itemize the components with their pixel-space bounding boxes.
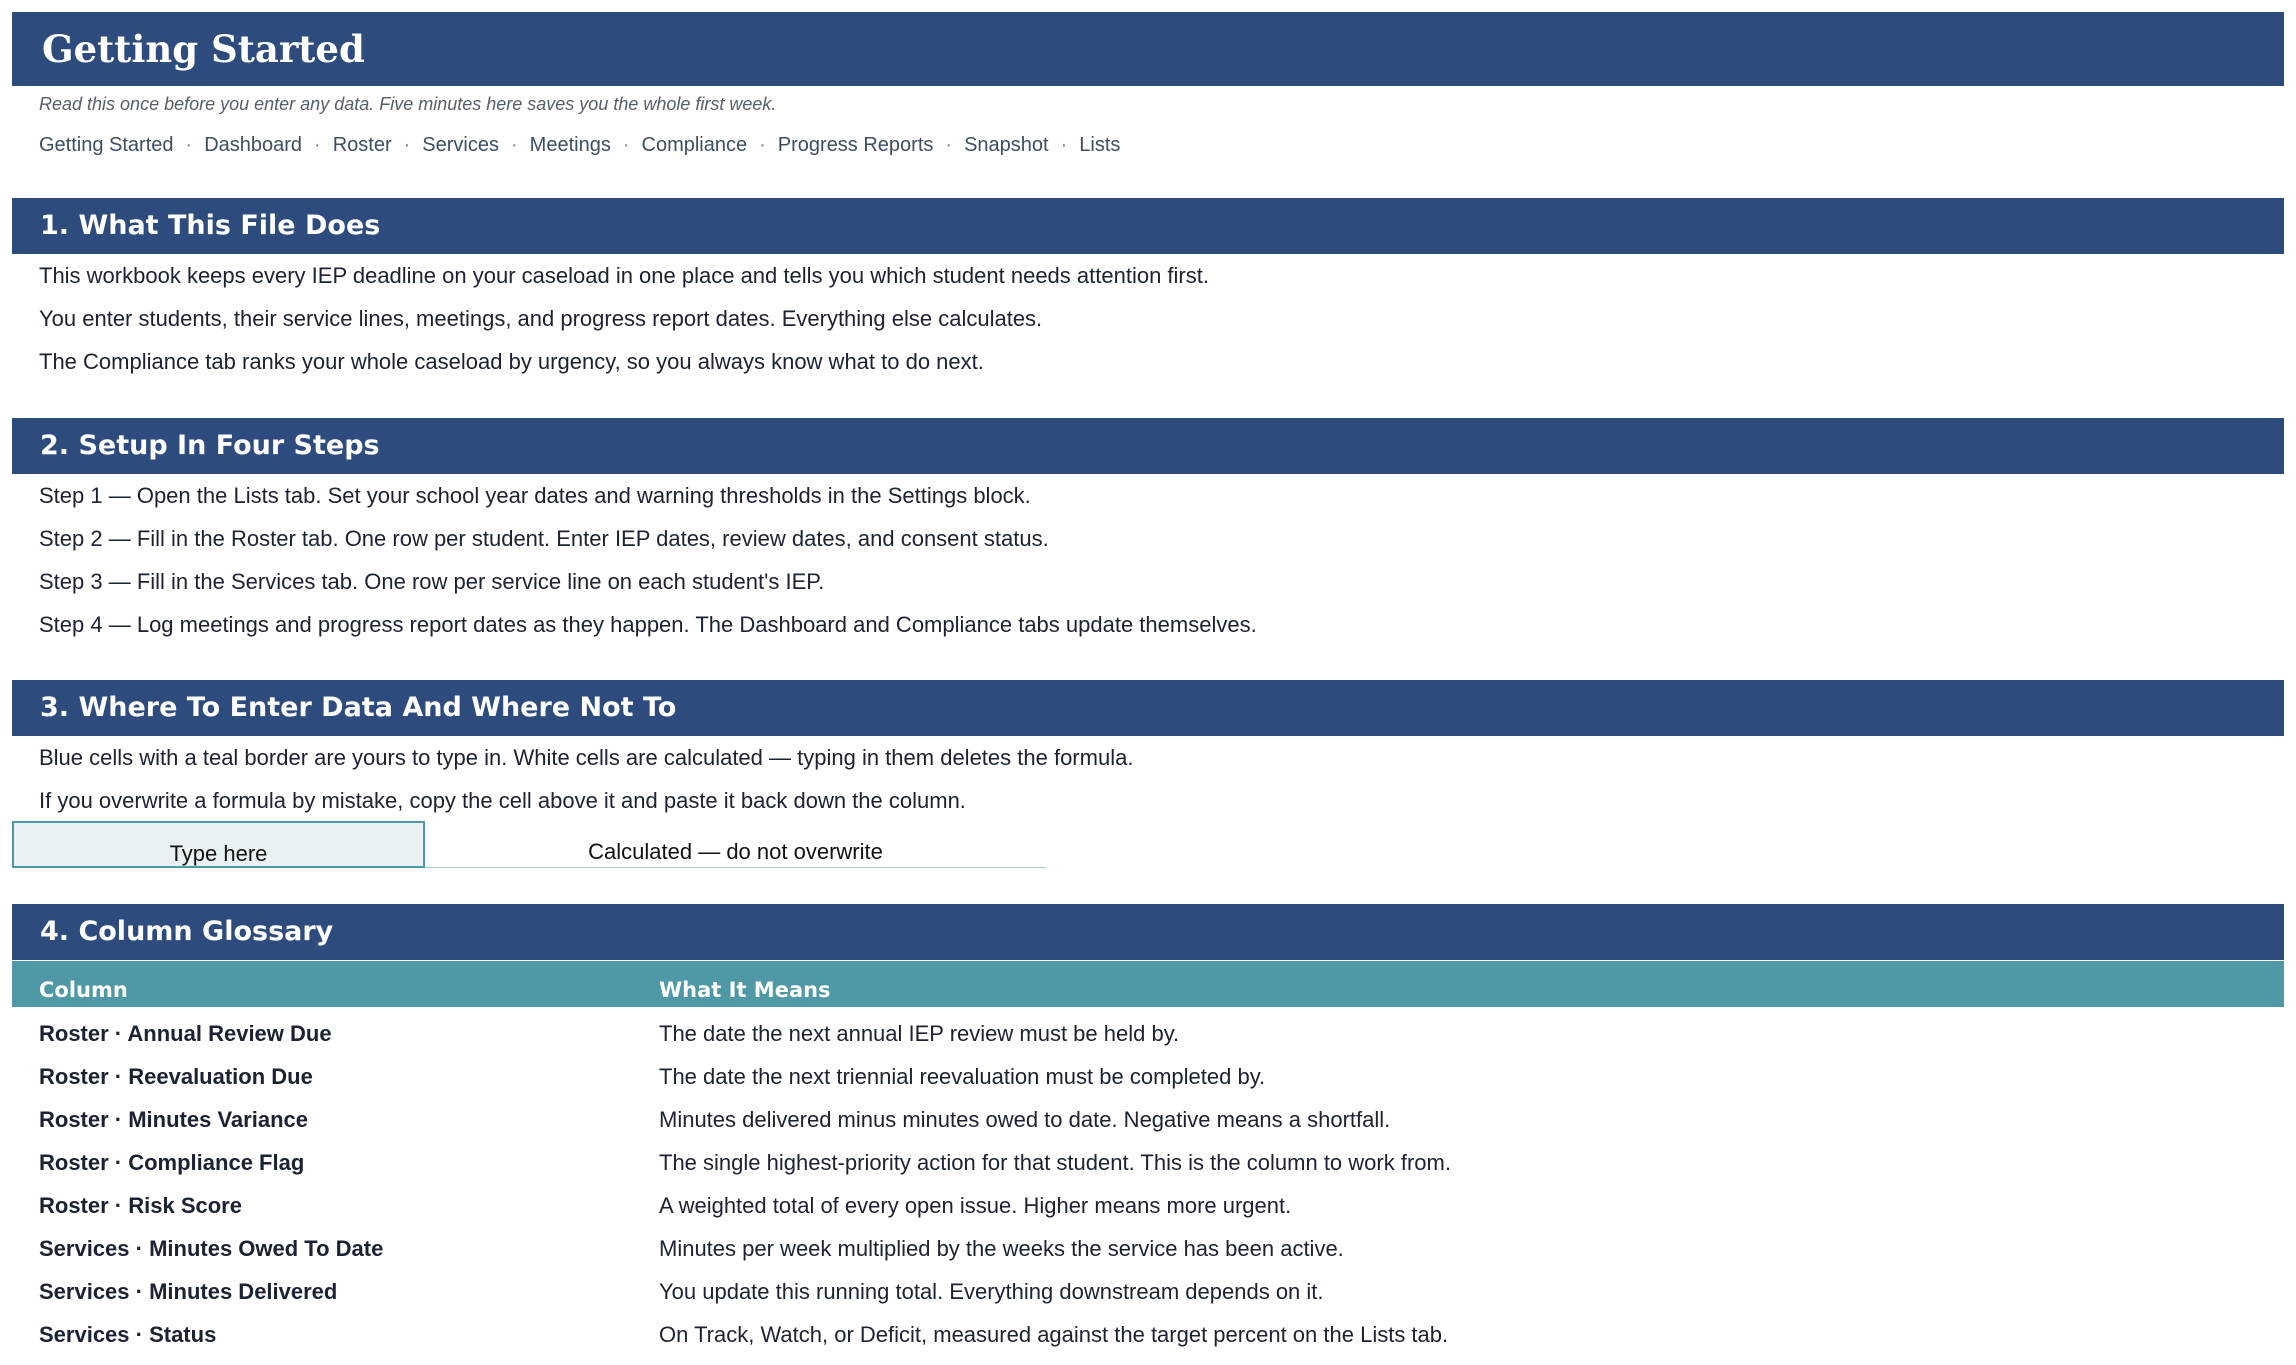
glossary-term: Roster · Reevaluation Due — [39, 1064, 313, 1089]
glossary-description: On Track, Watch, or Deficit, measured against the target percent on the Lists tab. — [659, 1322, 1449, 1347]
glossary-header-row — [12, 961, 2284, 1007]
nav-separator: · — [314, 134, 321, 156]
nav-separator: · — [403, 134, 411, 156]
nav-separator: · — [945, 134, 953, 156]
glossary-description: Minutes per week multiplied by the weeks the service has been active. — [659, 1236, 1344, 1261]
nav-link-dashboard[interactable]: Dashboard — [204, 134, 303, 156]
nav-separator: · — [511, 134, 518, 156]
glossary-term: Services · Status — [39, 1322, 217, 1347]
table-row — [0, 1064, 2296, 1107]
glossary-term: Services · Minutes Owed To Date — [39, 1236, 384, 1261]
nav-link-progress-reports[interactable]: Progress Reports — [777, 134, 934, 156]
sheet-subtitle: Read this once before you enter any data. Five minutes here saves you the whole first week. — [39, 94, 777, 114]
glossary-term: Roster · Compliance Flag — [39, 1150, 305, 1175]
section-header-what-this-file-does: 1. What This File Does — [12, 198, 2284, 254]
table-row — [0, 1150, 2296, 1193]
section-header-column-glossary: 4. Column Glossary — [12, 904, 2284, 960]
section-header-setup-steps: 2. Setup In Four Steps — [12, 418, 2284, 474]
nav-link-getting-started[interactable]: Getting Started — [39, 134, 174, 156]
glossary-description: The single highest-priority action for that student. This is the column to work from. — [659, 1150, 1451, 1175]
glossary-column-header: Column — [39, 978, 128, 1002]
nav-link-snapshot[interactable]: Snapshot — [964, 134, 1049, 156]
glossary-description: A weighted total of every open issue. Higher means more urgent. — [659, 1193, 1292, 1218]
sheet-title: Getting Started — [12, 12, 2284, 86]
table-row — [0, 1193, 2296, 1236]
section-text-line: If you overwrite a formula by mistake, copy the cell above it and paste it back down the column. — [39, 788, 966, 813]
setup-step-1: Step 1 — Open the Lists tab. Set your school year dates and warning thresholds in the Settings block. — [39, 483, 1031, 508]
nav-separator: · — [622, 134, 630, 156]
glossary-description: Minutes delivered minus minutes owed to date. Negative means a shortfall. — [659, 1107, 1391, 1132]
glossary-term: Roster · Annual Review Due — [39, 1021, 332, 1046]
legend-input-cell[interactable]: Type here — [12, 821, 425, 868]
nav-separator: · — [759, 134, 766, 156]
section-text-line: The Compliance tab ranks your whole caseload by urgency, so you always know what to do next. — [39, 349, 984, 374]
nav-link-services[interactable]: Services — [422, 134, 499, 156]
nav-link-roster[interactable]: Roster — [332, 134, 392, 156]
nav-separator: · — [1060, 134, 1068, 156]
glossary-term: Roster · Risk Score — [39, 1193, 242, 1218]
section-text-line: This workbook keeps every IEP deadline on your caseload in one place and tells you which student needs attention first. — [39, 263, 1209, 288]
glossary-meaning-header: What It Means — [659, 978, 831, 1002]
table-row — [0, 1107, 2296, 1150]
section-text-line: You enter students, their service lines, meetings, and progress report dates. Everything else calculates. — [39, 306, 1043, 331]
table-row — [0, 1279, 2296, 1322]
setup-step-2: Step 2 — Fill in the Roster tab. One row per student. Enter IEP dates, review dates, and consent status. — [39, 526, 1049, 551]
nav-link-lists[interactable]: Lists — [1079, 134, 1121, 156]
glossary-term: Services · Minutes Delivered — [39, 1279, 338, 1304]
nav-link-meetings[interactable]: Meetings — [529, 134, 611, 156]
table-row — [0, 1236, 2296, 1279]
glossary-description: The date the next annual IEP review must be held by. — [659, 1021, 1180, 1046]
table-row — [0, 1322, 2296, 1365]
section-text-line: Blue cells with a teal border are yours to type in. White cells are calculated — typing in them deletes the formula. — [39, 745, 1134, 770]
glossary-description: You update this running total. Everything downstream depends on it. — [659, 1279, 1324, 1304]
glossary-term: Roster · Minutes Variance — [39, 1107, 308, 1132]
nav-link-compliance[interactable]: Compliance — [641, 134, 748, 156]
setup-step-3: Step 3 — Fill in the Services tab. One row per service line on each student's IEP. — [39, 569, 825, 594]
tab-navigation — [39, 134, 1120, 157]
table-row — [0, 1021, 2296, 1064]
legend-calculated-cell: Calculated — do not overwrite — [425, 821, 1046, 868]
section-header-where-to-enter-data: 3. Where To Enter Data And Where Not To — [12, 680, 2284, 736]
setup-step-4: Step 4 — Log meetings and progress report dates as they happen. The Dashboard and Compliance tabs update themselves. — [39, 612, 1257, 637]
glossary-description: The date the next triennial reevaluation must be completed by. — [659, 1064, 1266, 1089]
nav-separator: · — [185, 134, 193, 156]
